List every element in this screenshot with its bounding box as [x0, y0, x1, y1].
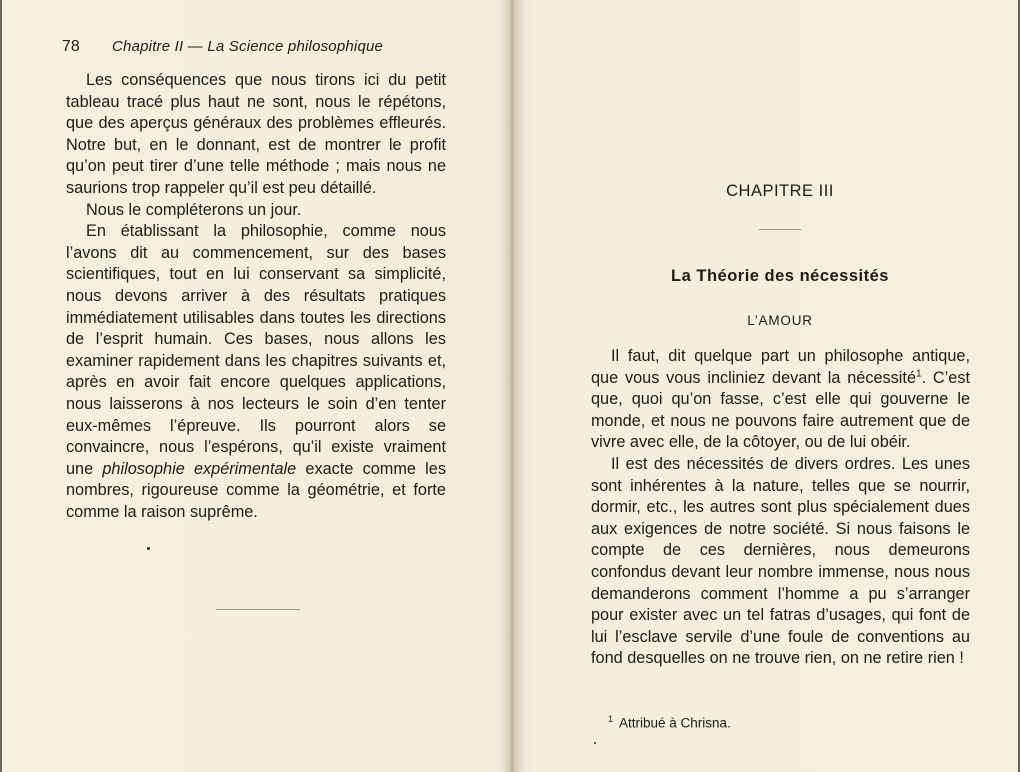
- paragraph: Les conséquences que nous tirons ici du petit tableau tracé plus haut ne sont, nous le répétons, que des aperçus généraux des problèmes effleurés. Notre but, en le donnant, est de montrer le profit qu’on peut tirer d’une telle méthode ; mais nous ne saurions trop rappeler qu’il est peu détaillé.: [66, 71, 446, 197]
- paragraph-text: . C’est que, quoi qu’on fasse, c’est elle qui gouverne le monde, et nous ne pouvons faire autrement que de vivre avec elle, de la côtoyer, ou de lui obéir.: [591, 368, 970, 452]
- right-body-text: [591, 346, 970, 670]
- footnote-text: Attribué à Chrisna.: [619, 715, 731, 731]
- paragraph-text: Il faut, dit quelque part un philosophe antique, que vous vous incliniez devant la nécessité: [591, 347, 970, 387]
- book-gutter: [500, 0, 524, 772]
- ink-speck: [147, 547, 150, 550]
- paragraph: [66, 221, 446, 523]
- ink-speck: [594, 742, 596, 744]
- paragraph: [591, 346, 970, 454]
- left-body-text: [66, 70, 446, 523]
- chapter-title: La Théorie des nécessités: [671, 267, 889, 285]
- paragraph: Il est des nécessités de divers ordres. Les unes sont inhérentes à la nature, telles que se nourrir, dormir, etc., les autres sont plus spécialement dues aux exigences de notre société. Si nous faisons le compte de ces dernières, nous demeurons confondus devant leur nombre immense, nous nous demanderons comment l’homme a pu s’arranger pour exister avec un tel fatras d’usages, qui font de lui l’esclave servile d’une foule de conventions au fond desquelles on ne trouve rien, on ne retire rien !: [591, 454, 970, 668]
- running-head: [62, 38, 383, 56]
- footnote-mark: 1: [916, 368, 922, 380]
- paragraph-text: exacte comme les nombres, rigoureuse comme la géométrie, et forte comme la raison suprême.: [66, 459, 446, 521]
- emphasis-text: philosophie expérimentale: [102, 459, 297, 478]
- chapter-divider: [759, 229, 801, 230]
- paragraph-text: En établissant la philosophie, comme nous l’avons dit au commencement, sur des bases scientifiques, tout en lui conservant sa simplicité, nous devons arriver à des résultats pratiques immédiatement utilisables dans toutes les directions de l’esprit humain. Ces bases, nous allons les examiner rapidement dans les chapitres suivants et, après en avoir fait encore quelques applications, nous laisserons à nos lecteurs le soin d’en tenter eux-mêmes l’épreuve. Ils pourront alors se convaincre, nous l’espérons, qu’il existe vraiment une: [66, 222, 446, 478]
- page-number: 78: [62, 38, 80, 55]
- running-title: Chapitre II — La Science philosophique: [112, 38, 384, 55]
- footnote-number: 1: [608, 714, 614, 724]
- section-title: L’AMOUR: [747, 313, 813, 328]
- footnote: [608, 714, 731, 731]
- chapter-label: CHAPITRE III: [726, 182, 834, 200]
- end-rule: [216, 609, 300, 610]
- paragraph: Nous le compléterons un jour.: [86, 200, 302, 219]
